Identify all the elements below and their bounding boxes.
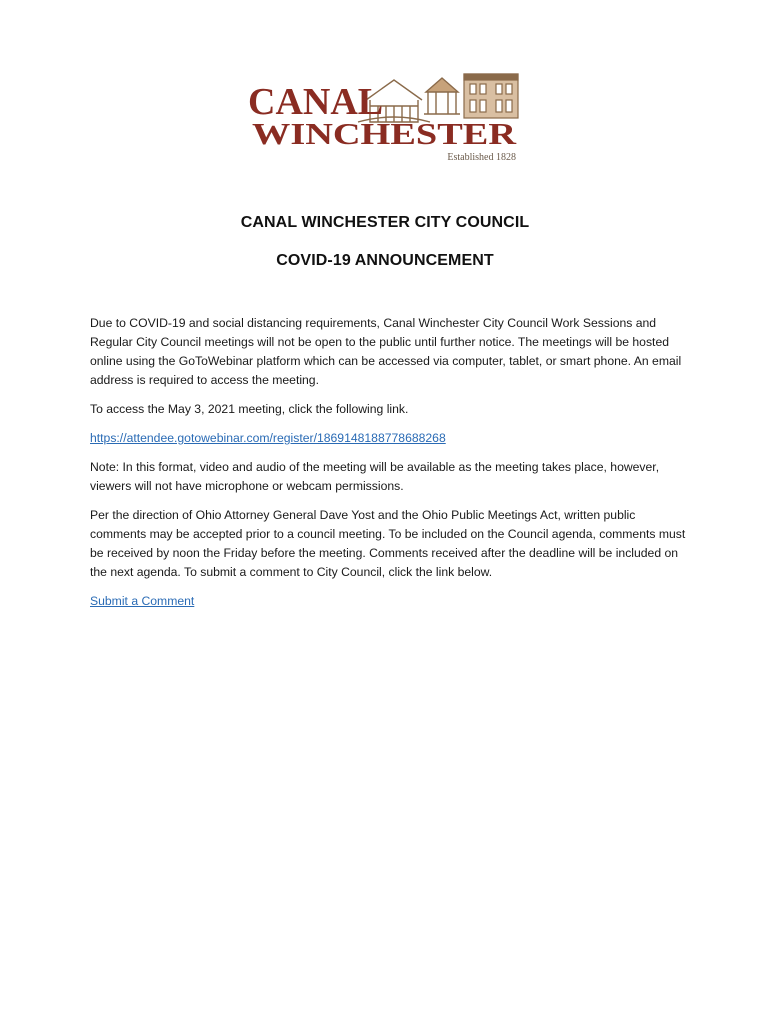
webinar-registration-link[interactable]: https://attendee.gotowebinar.com/register/1869148188778688268 bbox=[90, 431, 446, 445]
logo-established: Established 1828 bbox=[447, 152, 516, 163]
logo-line1: CANAL bbox=[248, 81, 384, 123]
access-paragraph: To access the May 3, 2021 meeting, click the following link. bbox=[90, 402, 409, 416]
canal-winchester-logo bbox=[246, 70, 522, 164]
intro-paragraph: Due to COVID-19 and social distancing requirements, Canal Winchester City Council Work Sessions and Regular City Council meetings will not be open to the public until further notice. The meetings will be hosted online using the GoToWebinar platform which can be accessed via computer, tablet, or smart phone. An email address is required to access the meeting. bbox=[90, 316, 682, 387]
document-subtitle: COVID-19 ANNOUNCEMENT bbox=[276, 252, 494, 269]
submit-comment-link[interactable]: Submit a Comment bbox=[90, 594, 195, 608]
logo-line2: WINCHESTER bbox=[252, 116, 517, 151]
gazebo-icon bbox=[424, 78, 460, 114]
document-title: CANAL WINCHESTER CITY COUNCIL bbox=[240, 214, 530, 231]
historic-building-icon bbox=[464, 74, 518, 118]
announcement-body bbox=[90, 314, 690, 621]
note-paragraph: Note: In this format, video and audio of the meeting will be available as the meeting takes place, however, viewers will not have microphone or webcam permissions. bbox=[90, 460, 660, 493]
comments-paragraph: Per the direction of Ohio Attorney General Dave Yost and the Ohio Public Meetings Act, written public comments may be accepted prior to a council meeting. To be included on the Council agenda, comments must be received by noon the Friday before the meeting. Comments received after the deadline will be included on the next agenda. To submit a comment to City Council, click the link below. bbox=[90, 508, 686, 579]
